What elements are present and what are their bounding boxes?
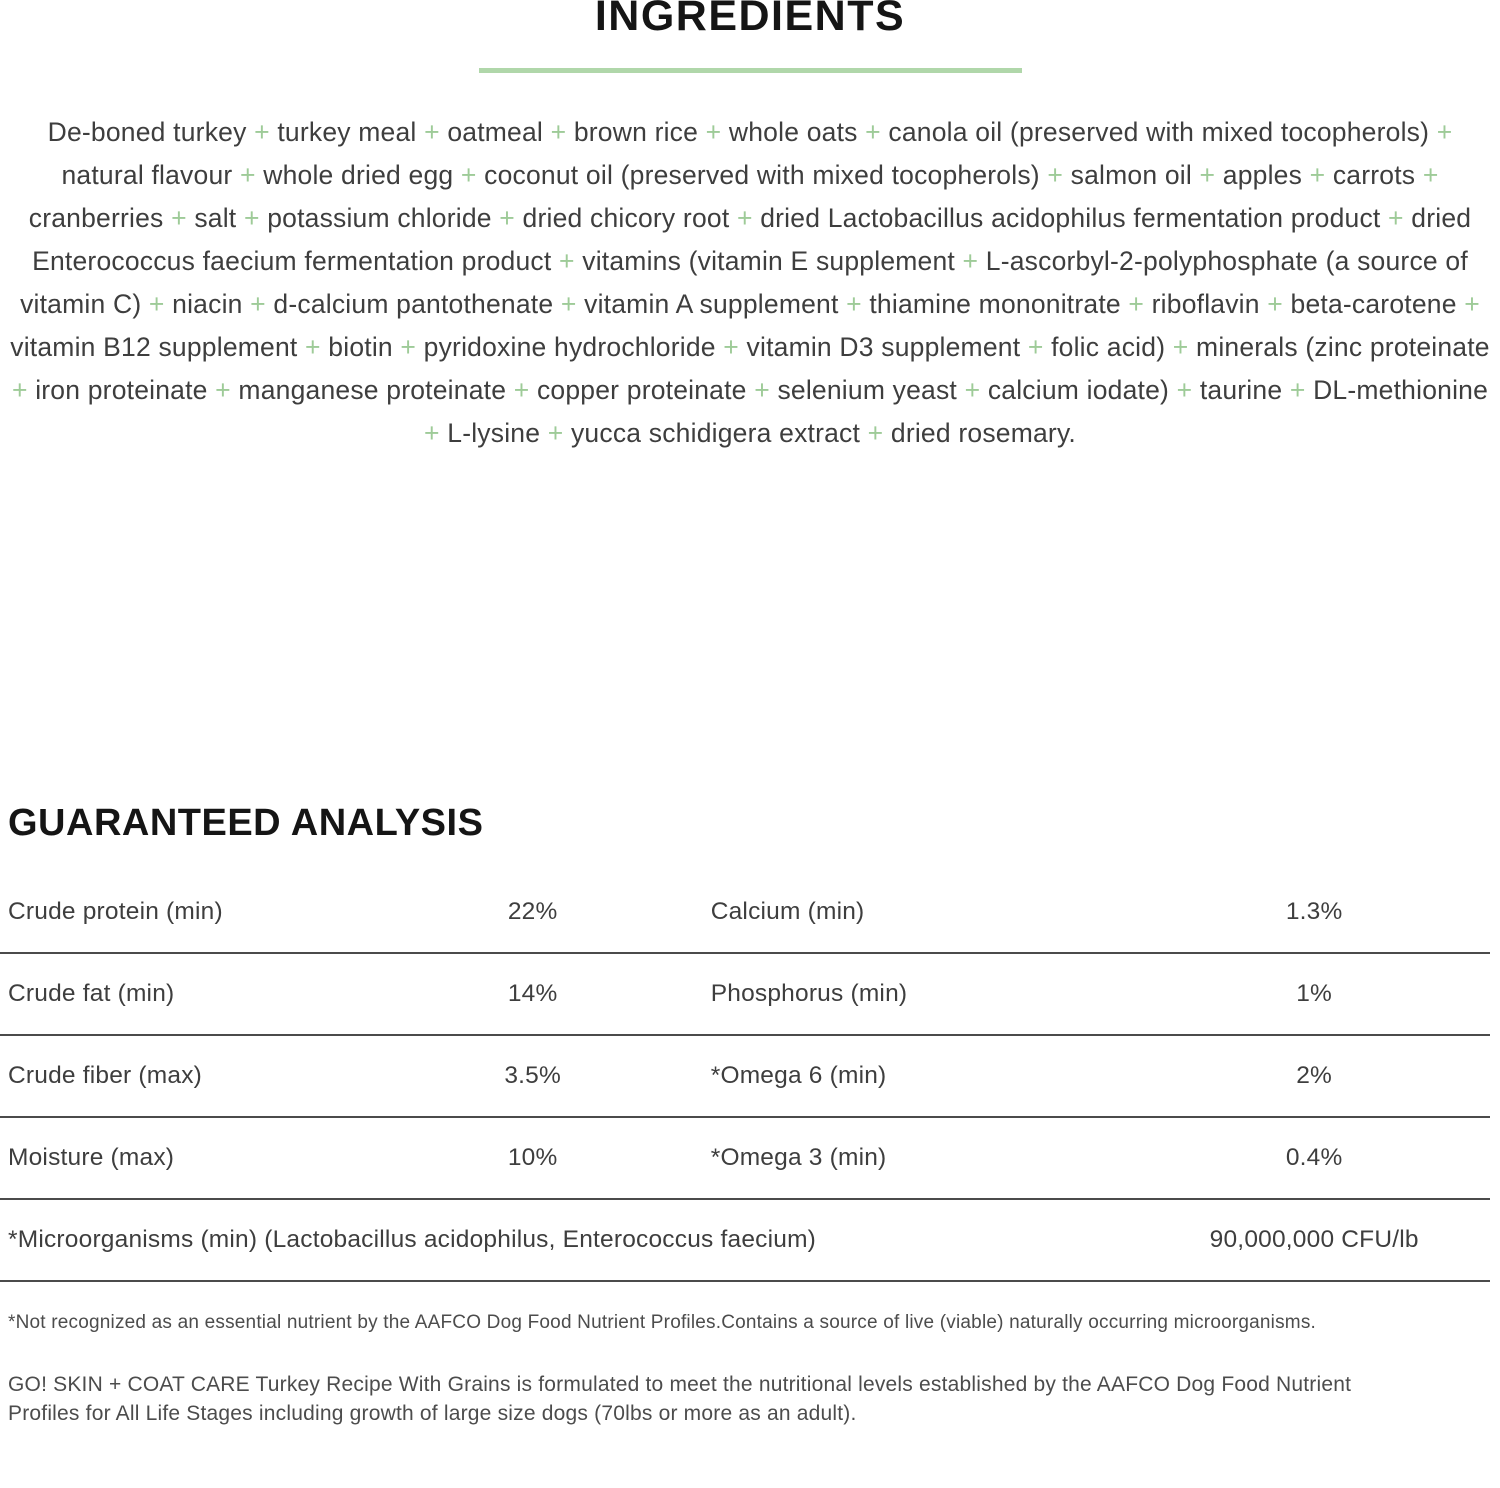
plus-separator: + <box>838 289 870 319</box>
plus-separator: + <box>715 332 747 362</box>
guaranteed-analysis-table <box>0 872 1490 1282</box>
plus-separator: + <box>1191 160 1223 190</box>
plus-separator: + <box>392 332 424 362</box>
plus-separator: + <box>163 203 195 233</box>
plus-separator: + <box>1020 332 1052 362</box>
analysis-value: 0.4% <box>1285 1144 1343 1171</box>
plus-separator: + <box>543 117 574 147</box>
plus-separator: + <box>1282 375 1314 405</box>
analysis-value: 90,000,000 CFU/lb <box>1209 1226 1419 1253</box>
ingredients-text: De-boned turkey + turkey meal + oatmeal + brown rice + whole oats + canola oil (preserved with mixed tocopherols) + natural flavour + whole dried egg + coconut oil (preserved with mixed tocopherols) + salmon oil + apples + carrots + cranberries + salt + potassium chloride + dried chicory root + dried Lactobacillus acidophilus fermentation product + dried Enterococcus faecium fermentation product + vitamins (vitamin E supplement + L-ascorbyl-2-polyphosphate (a source of vitamin C) + niacin + d-calcium pantothenate + vitamin A supplement + thiamine mononitrate + riboflavin + beta-carotene + vitamin B12 supplement + biotin + pyridoxine hydrochloride + vitamin D3 supplement + folic acid) + minerals (zinc proteinate + iron proteinate + manganese proteinate + copper proteinate + selenium yeast + calcium iodate) + taurine + DL-methionine + L-lysine + yucca schidigera extract + dried rosemary. <box>10 117 1490 448</box>
plus-separator: + <box>1415 160 1439 190</box>
plus-separator: + <box>236 203 268 233</box>
plus-separator: + <box>141 289 173 319</box>
plus-separator: + <box>11 375 36 405</box>
plus-separator: + <box>416 117 448 147</box>
analysis-row-full <box>0 1200 1490 1282</box>
plus-separator: + <box>1169 375 1200 405</box>
analysis-label: Phosphorus (min) <box>710 980 908 1007</box>
aafco-statement: GO! SKIN + COAT CARE Turkey Recipe With Grains is formulated to meet the nutritional levels established by the AAFCO Dog Food Nutrient Profiles for All Life Stages including growth of large size dogs (70lbs or more as an adult). <box>8 1373 1352 1425</box>
plus-separator: + <box>857 117 889 147</box>
analysis-value: 1.3% <box>1285 898 1343 925</box>
plus-separator: + <box>246 117 278 147</box>
analysis-label: Crude fat (min) <box>8 980 175 1007</box>
analysis-label: Crude protein (min) <box>8 898 223 925</box>
plus-separator: + <box>424 418 448 448</box>
plus-separator: + <box>453 160 485 190</box>
ingredients-title: INGREDIENTS <box>594 0 906 40</box>
analysis-label: Crude fiber (max) <box>8 1062 203 1089</box>
plus-separator: + <box>1259 289 1291 319</box>
analysis-value: 1% <box>1296 980 1333 1007</box>
analysis-label: Moisture (max) <box>8 1144 175 1171</box>
plus-separator: + <box>698 117 729 147</box>
footnote: *Not recognized as an essential nutrient by the AAFCO Dog Food Nutrient Profiles.Contains a source of live (viable) naturally occurring microorganisms. <box>8 1312 1317 1333</box>
plus-separator: + <box>1302 160 1333 190</box>
plus-separator: + <box>860 418 891 448</box>
analysis-value: 22% <box>507 898 558 925</box>
plus-separator: + <box>540 418 571 448</box>
plus-separator: + <box>954 246 986 276</box>
analysis-value: 3.5% <box>504 1062 561 1089</box>
plus-separator: + <box>242 289 274 319</box>
analysis-row <box>0 1118 1490 1200</box>
plus-separator: + <box>232 160 264 190</box>
plus-separator: + <box>746 375 778 405</box>
plus-separator: + <box>1120 289 1152 319</box>
plus-separator: + <box>729 203 761 233</box>
plus-separator: + <box>297 332 329 362</box>
plus-separator: + <box>1039 160 1071 190</box>
analysis-label: *Omega 3 (min) <box>710 1144 887 1171</box>
plus-separator: + <box>553 289 585 319</box>
analysis-value: 2% <box>1296 1062 1333 1089</box>
plus-separator: + <box>1456 289 1480 319</box>
analysis-label: *Microorganisms (min) (Lactobacillus acidophilus, Enterococcus faecium) <box>8 1226 817 1253</box>
plus-separator: + <box>551 246 583 276</box>
analysis-value: 10% <box>507 1144 558 1171</box>
plus-separator: + <box>1429 117 1453 147</box>
guaranteed-analysis-title: GUARANTEED ANALYSIS <box>8 802 484 844</box>
analysis-row <box>0 872 1490 954</box>
analysis-value: 14% <box>507 980 558 1007</box>
plus-separator: + <box>207 375 239 405</box>
plus-separator: + <box>1165 332 1197 362</box>
analysis-row <box>0 1036 1490 1118</box>
analysis-label: *Omega 6 (min) <box>710 1062 887 1089</box>
plus-separator: + <box>1380 203 1412 233</box>
plus-separator: + <box>957 375 988 405</box>
plus-separator: + <box>506 375 537 405</box>
analysis-label: Calcium (min) <box>710 898 865 925</box>
plus-separator: + <box>491 203 523 233</box>
analysis-row <box>0 954 1490 1036</box>
title-underline <box>479 68 1022 73</box>
